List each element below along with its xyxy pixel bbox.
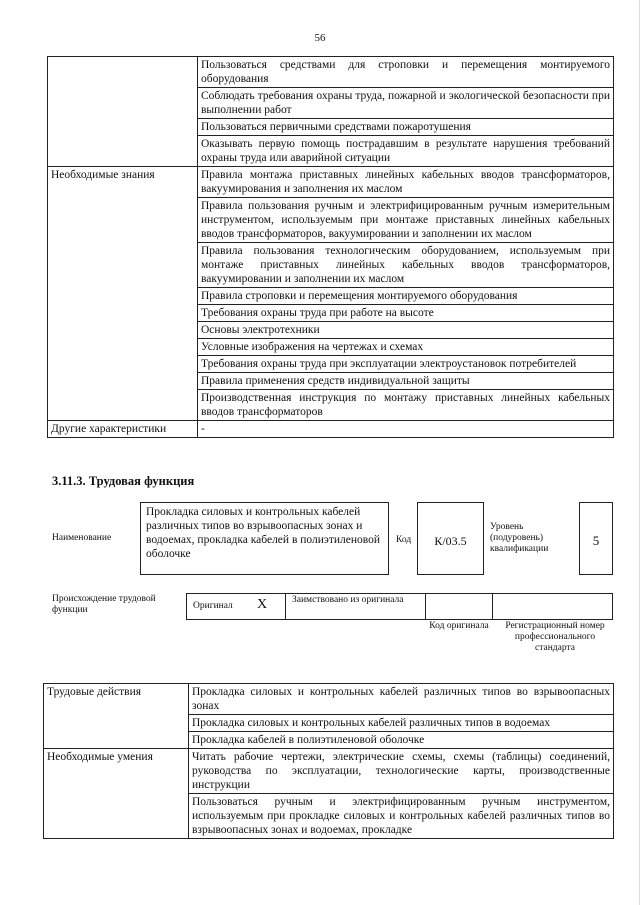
level-label: Уровень (подуровень) квалификации [490, 522, 549, 554]
row-label-other: Другие характеристики [48, 421, 198, 438]
list-item: Читать рабочие чертежи, электрические схемы, схемы (таблицы) соединений, руководства по эксплуатации, технологические карты, производственные инструкции [189, 749, 614, 794]
list-item: Требования охраны труда при эксплуатации электроустановок потребителей [198, 356, 614, 373]
row-label-actions: Трудовые действия [44, 684, 189, 749]
table-row [48, 167, 614, 198]
list-item: Пользоваться средствами для строповки и перемещения монтируемого оборудования [198, 57, 614, 88]
original-mark: X [257, 597, 268, 612]
function-name-value: Прокладка силовых и контрольных кабелей различных типов во взрывоопасных зонах и водоемах, прокладка кабелей в полиэтиленовой оболочке [146, 506, 381, 560]
list-item: Правила применения средств индивидуальной защиты [198, 373, 614, 390]
code-label: Код [396, 535, 412, 545]
table-row [48, 57, 614, 88]
list-item: - [198, 421, 614, 438]
code-original-cell [425, 593, 493, 620]
list-item: Пользоваться первичными средствами пожаротушения [198, 119, 614, 136]
name-label: Наименование [52, 533, 112, 543]
code-box [417, 502, 484, 575]
list-item: Правила строповки и перемещения монтируемого оборудования [198, 288, 614, 305]
level-box [579, 502, 613, 575]
table-row [44, 749, 614, 794]
original-label: Оригинал [193, 601, 233, 611]
list-item: Прокладка силовых и контрольных кабелей различных типов во взрывоопасных зонах [189, 684, 614, 715]
labor-actions-table [43, 683, 614, 839]
origin-label: Происхождение трудовой функции [52, 594, 156, 615]
level-value: 5 [592, 533, 600, 548]
reg-number-caption: Регистрационный номер профессионального стандарта [505, 621, 605, 653]
list-item: Прокладка силовых и контрольных кабелей различных типов в водоемах [189, 715, 614, 732]
list-item: Правила монтажа приставных линейных кабельных вводов трансформаторов, вакуумирования и заполнения их маслом [198, 167, 614, 198]
list-item: Правила пользования технологическим оборудованием, используемым при монтаже приставных линейных кабельных вводов трансформаторов, вакуумировании и заполнении их маслом [198, 243, 614, 288]
row-label-skills: Необходимые умения [44, 749, 189, 839]
list-item: Правила пользования ручным и электрифицированным ручным измерительным инструментом, используемым при монтаже приставных линейных кабельных вводов трансформаторов, вакуумировании и заполнении их маслом [198, 198, 614, 243]
code-original-caption: Код оригинала [429, 621, 489, 631]
code-value: К/03.5 [434, 534, 467, 548]
table-row [44, 684, 614, 715]
list-item: Требования охраны труда при работе на высоте [198, 305, 614, 322]
requirements-table [47, 56, 614, 438]
list-item: Соблюдать требования охраны труда, пожарной и экологической безопасности при выполнении работ [198, 88, 614, 119]
row-label-knowledge: Необходимые знания [48, 167, 198, 421]
list-item: Пользоваться ручным и электрифицированным ручным инструментом, используемым при прокладке силовых и контрольных кабелей различных типов во взрывоопасных зонах и водоемах, прокладке [189, 794, 614, 839]
list-item: Оказывать первую помощь пострадавшим в результате нарушения требований охраны труда или аварийной ситуации [198, 136, 614, 167]
page-number: 56 [314, 32, 326, 44]
function-name-box [140, 502, 389, 575]
borrowed-label: Заимствовано из оригинала [292, 595, 404, 605]
list-item: Производственная инструкция по монтажу приставных линейных кабельных вводов трансформаторов [198, 390, 614, 421]
table-row [48, 421, 614, 438]
list-item: Прокладка кабелей в полиэтиленовой оболочке [189, 732, 614, 749]
list-item: Условные изображения на чертежах и схемах [198, 339, 614, 356]
section-heading: 3.11.3. Трудовая функция [52, 474, 195, 488]
row-label [48, 57, 198, 167]
list-item: Основы электротехники [198, 322, 614, 339]
